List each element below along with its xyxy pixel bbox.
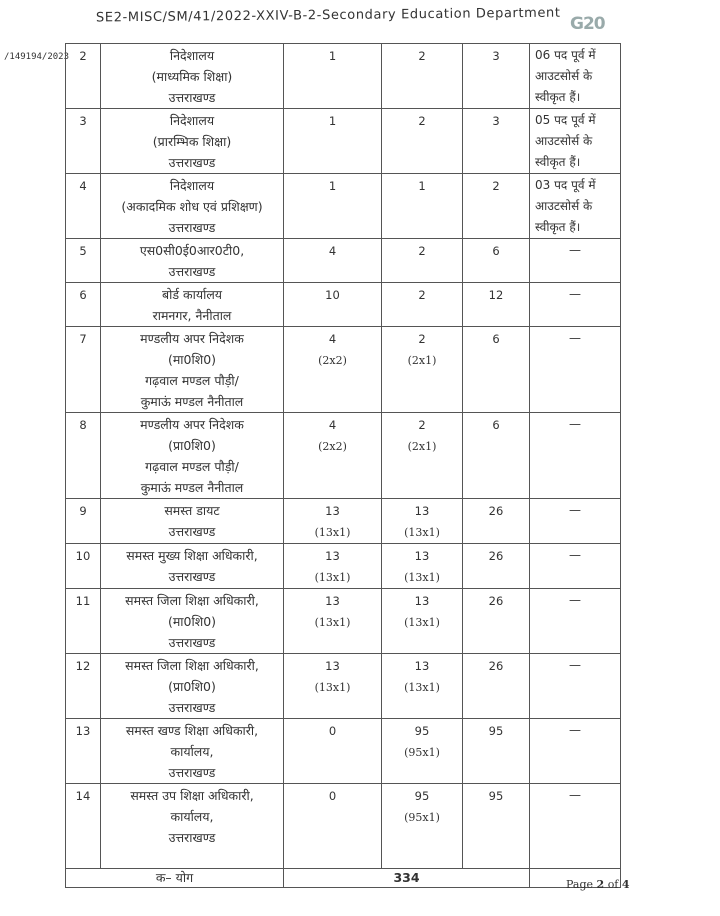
remark-line: स्वीकृत हैं। [535, 90, 581, 104]
posts-col-2 [382, 109, 463, 174]
remark-line: — [569, 417, 581, 431]
remark-line: आउटसोर्स के [535, 134, 593, 148]
serial-number: 12 [66, 654, 101, 719]
remark [530, 654, 621, 719]
serial-number: 14 [66, 784, 101, 869]
posts-col-1 [284, 499, 382, 544]
office-name-line: (अकादमिक शोध एवं प्रशिक्षण) [121, 199, 263, 214]
posts-count: 0 [328, 724, 337, 738]
page-current: 2 [596, 878, 605, 891]
posts-count: 4 [328, 332, 337, 346]
table-row [66, 283, 621, 327]
table-row [66, 413, 621, 499]
office-name-line: समस्त जिला शिक्षा अधिकारी, [125, 593, 259, 608]
posts-count: 10 [325, 288, 340, 302]
office-name-line: रामनगर, नैनीताल [152, 308, 232, 323]
office-name-line: गढ़वाल मण्डल पौड़ी/ [145, 373, 239, 388]
posts-total: 26 [463, 654, 530, 719]
office-name-line: (प्रा0शि0) [168, 438, 216, 453]
office-name-line: उत्तराखण्ड [168, 155, 216, 170]
office-name [101, 544, 284, 589]
office-name-line: (प्रा0शि0) [168, 679, 216, 694]
remark [530, 283, 621, 327]
remark [530, 499, 621, 544]
g20-logo-text: G20 [570, 14, 605, 34]
page-of: of [607, 878, 619, 891]
remark-line: — [569, 658, 581, 672]
office-name-line: समस्त जिला शिक्षा अधिकारी, [125, 658, 259, 673]
posts-total: 12 [463, 283, 530, 327]
table-row [66, 239, 621, 283]
posts-count: 1 [328, 114, 337, 128]
table-row [66, 654, 621, 719]
g20-logo [570, 14, 605, 34]
office-name [101, 413, 284, 499]
office-name-line: कुमाऊं मण्डल नैनीताल [140, 394, 244, 409]
posts-breakdown: (13x1) [404, 571, 440, 584]
posts-col-2 [382, 283, 463, 327]
table-row [66, 327, 621, 413]
posts-count: 4 [328, 244, 337, 258]
posts-col-2 [382, 544, 463, 589]
remark-line: स्वीकृत हैं। [535, 220, 581, 234]
posts-breakdown: (13x1) [404, 616, 440, 629]
posts-col-1 [284, 174, 382, 239]
remark-line: — [569, 331, 581, 345]
remark [530, 327, 621, 413]
posts-col-2 [382, 719, 463, 784]
office-name [101, 589, 284, 654]
posts-count: 4 [328, 418, 337, 432]
serial-number: 8 [66, 413, 101, 499]
posts-col-2 [382, 589, 463, 654]
office-name-line: (प्रारम्भिक शिक्षा) [152, 134, 232, 149]
remark-line: स्वीकृत हैं। [535, 155, 581, 169]
posts-breakdown: (95x1) [404, 811, 440, 824]
table-row [66, 784, 621, 869]
table-row [66, 109, 621, 174]
remark-line: — [569, 788, 581, 802]
office-name [101, 109, 284, 174]
table-row [66, 544, 621, 589]
posts-col-2 [382, 413, 463, 499]
remark [530, 413, 621, 499]
remark [530, 784, 621, 869]
posts-count: 13 [325, 594, 340, 608]
office-name-line: उत्तराखण्ड [168, 569, 216, 584]
office-name-line: (मा0शि0) [167, 352, 217, 367]
posts-breakdown: (13x1) [314, 571, 351, 584]
posts-count: 13 [414, 594, 430, 608]
remark-line: — [569, 548, 581, 562]
page-number [566, 878, 630, 891]
posts-count: 1 [418, 179, 426, 193]
total-row [66, 869, 621, 888]
remark-line: — [569, 503, 581, 517]
office-name [101, 499, 284, 544]
office-name-line: निदेशालय [169, 48, 215, 63]
posts-col-2 [382, 327, 463, 413]
office-name-line: कार्यालय, [170, 744, 214, 759]
staff-posts-table [65, 43, 621, 888]
office-name [101, 174, 284, 239]
posts-col-1 [284, 109, 382, 174]
serial-number: 9 [66, 499, 101, 544]
remark-line: — [569, 593, 581, 607]
posts-breakdown: (95x1) [404, 746, 440, 759]
posts-count: 95 [414, 789, 430, 803]
posts-count: 13 [325, 659, 340, 673]
office-name-line: कार्यालय, [170, 809, 214, 824]
remark-line: आउटसोर्स के [535, 69, 593, 83]
posts-col-2 [382, 499, 463, 544]
serial-number: 3 [66, 109, 101, 174]
posts-count: 2 [418, 49, 426, 63]
office-name-line: उत्तराखण्ड [168, 635, 216, 650]
remark [530, 109, 621, 174]
posts-count: 13 [325, 549, 340, 563]
office-name-line: समस्त उप शिक्षा अधिकारी, [130, 788, 254, 803]
posts-col-1 [284, 654, 382, 719]
posts-count: 95 [414, 724, 430, 738]
office-name-line: कुमाऊं मण्डल नैनीताल [140, 480, 244, 495]
document-reference-header: SE2-MISC/SM/41/2022-XXIV-B-2-Secondary Education Department [95, 5, 561, 26]
remark-line: — [569, 243, 581, 257]
remark [530, 44, 621, 109]
remark-line: 03 पद पूर्व में [535, 178, 596, 192]
table-body [66, 44, 621, 869]
side-file-number: /149194/2023 [4, 52, 70, 62]
posts-breakdown: (2x1) [407, 440, 437, 453]
serial-number: 6 [66, 283, 101, 327]
remark [530, 174, 621, 239]
office-name-line: (माध्यमिक शिक्षा) [151, 69, 233, 84]
posts-col-1 [284, 239, 382, 283]
posts-breakdown: (13x1) [404, 526, 440, 539]
table-row [66, 44, 621, 109]
serial-number: 13 [66, 719, 101, 784]
posts-breakdown: (13x1) [404, 681, 440, 694]
serial-number: 2 [66, 44, 101, 109]
posts-col-1 [284, 283, 382, 327]
posts-col-2 [382, 784, 463, 869]
office-name-line: (मा0शि0) [167, 614, 217, 629]
posts-total: 6 [463, 239, 530, 283]
posts-col-2 [382, 239, 463, 283]
office-name [101, 327, 284, 413]
posts-count: 2 [418, 418, 426, 432]
page-total: 4 [621, 878, 630, 891]
posts-count: 2 [418, 114, 426, 128]
office-name-line: समस्त खण्ड शिक्षा अधिकारी, [125, 723, 259, 738]
posts-total: 95 [463, 719, 530, 784]
remark-line: 05 पद पूर्व में [535, 113, 596, 127]
posts-col-1 [284, 413, 382, 499]
office-name-line: मण्डलीय अपर निदेशक [140, 331, 244, 346]
posts-count: 2 [418, 288, 426, 302]
posts-count: 13 [414, 504, 430, 518]
remark [530, 544, 621, 589]
total-label: क– योग [66, 869, 284, 888]
posts-total: 26 [463, 544, 530, 589]
page-prefix: Page [566, 878, 594, 891]
posts-breakdown: (2x2) [318, 354, 347, 367]
posts-total: 2 [463, 174, 530, 239]
serial-number: 5 [66, 239, 101, 283]
office-name-line: बोर्ड कार्यालय [161, 287, 223, 302]
office-name-line: समस्त मुख्य शिक्षा अधिकारी, [126, 548, 258, 563]
posts-total: 95 [463, 784, 530, 869]
serial-number: 7 [66, 327, 101, 413]
office-name-line: एस0सी0ई0आर0टी0, [139, 243, 245, 258]
office-name-line: उत्तराखण्ड [168, 700, 216, 715]
posts-col-1 [284, 44, 382, 109]
serial-number: 10 [66, 544, 101, 589]
posts-total: 26 [463, 589, 530, 654]
posts-count: 2 [418, 332, 426, 346]
remark-line: — [569, 287, 581, 301]
office-name-line: मण्डलीय अपर निदेशक [140, 417, 244, 432]
office-name [101, 239, 284, 283]
remark [530, 589, 621, 654]
posts-breakdown: (13x1) [314, 616, 351, 629]
posts-col-1 [284, 589, 382, 654]
remark [530, 719, 621, 784]
office-name [101, 654, 284, 719]
posts-col-1 [284, 327, 382, 413]
posts-col-1 [284, 784, 382, 869]
table-row [66, 719, 621, 784]
table-row [66, 174, 621, 239]
posts-col-2 [382, 654, 463, 719]
posts-count: 1 [328, 49, 337, 63]
posts-col-1 [284, 719, 382, 784]
remark-line: आउटसोर्स के [535, 199, 593, 213]
posts-col-2 [382, 174, 463, 239]
office-name-line: उत्तराखण्ड [168, 765, 216, 780]
posts-total: 3 [463, 44, 530, 109]
posts-count: 1 [328, 179, 337, 193]
posts-total: 6 [463, 327, 530, 413]
posts-breakdown: (13x1) [314, 681, 351, 694]
posts-total: 26 [463, 499, 530, 544]
office-name-line: उत्तराखण्ड [168, 524, 216, 539]
table-row [66, 499, 621, 544]
office-name-line: उत्तराखण्ड [168, 264, 216, 279]
office-name-line: गढ़वाल मण्डल पौड़ी/ [145, 459, 239, 474]
posts-count: 0 [328, 789, 337, 803]
posts-count: 13 [414, 659, 430, 673]
remark-line: 06 पद पूर्व में [535, 48, 596, 62]
posts-breakdown: (2x1) [407, 354, 437, 367]
remark-line: — [569, 723, 581, 737]
posts-count: 13 [414, 549, 430, 563]
office-name-line: उत्तराखण्ड [168, 90, 216, 105]
posts-count: 13 [325, 504, 340, 518]
table-row [66, 589, 621, 654]
serial-number: 11 [66, 589, 101, 654]
posts-col-2 [382, 44, 463, 109]
office-name [101, 44, 284, 109]
total-value: 334 [284, 869, 530, 888]
office-name-line: निदेशालय [169, 113, 215, 128]
office-name [101, 283, 284, 327]
office-name [101, 784, 284, 869]
office-name-line: उत्तराखण्ड [168, 220, 216, 235]
posts-breakdown: (2x2) [318, 440, 347, 453]
posts-breakdown: (13x1) [314, 526, 351, 539]
posts-col-1 [284, 544, 382, 589]
posts-count: 2 [418, 244, 426, 258]
posts-total: 3 [463, 109, 530, 174]
office-name-line: समस्त डायट [164, 503, 220, 518]
office-name-line: उत्तराखण्ड [168, 830, 216, 845]
serial-number: 4 [66, 174, 101, 239]
posts-total: 6 [463, 413, 530, 499]
office-name [101, 719, 284, 784]
office-name-line: निदेशालय [169, 178, 215, 193]
remark [530, 239, 621, 283]
